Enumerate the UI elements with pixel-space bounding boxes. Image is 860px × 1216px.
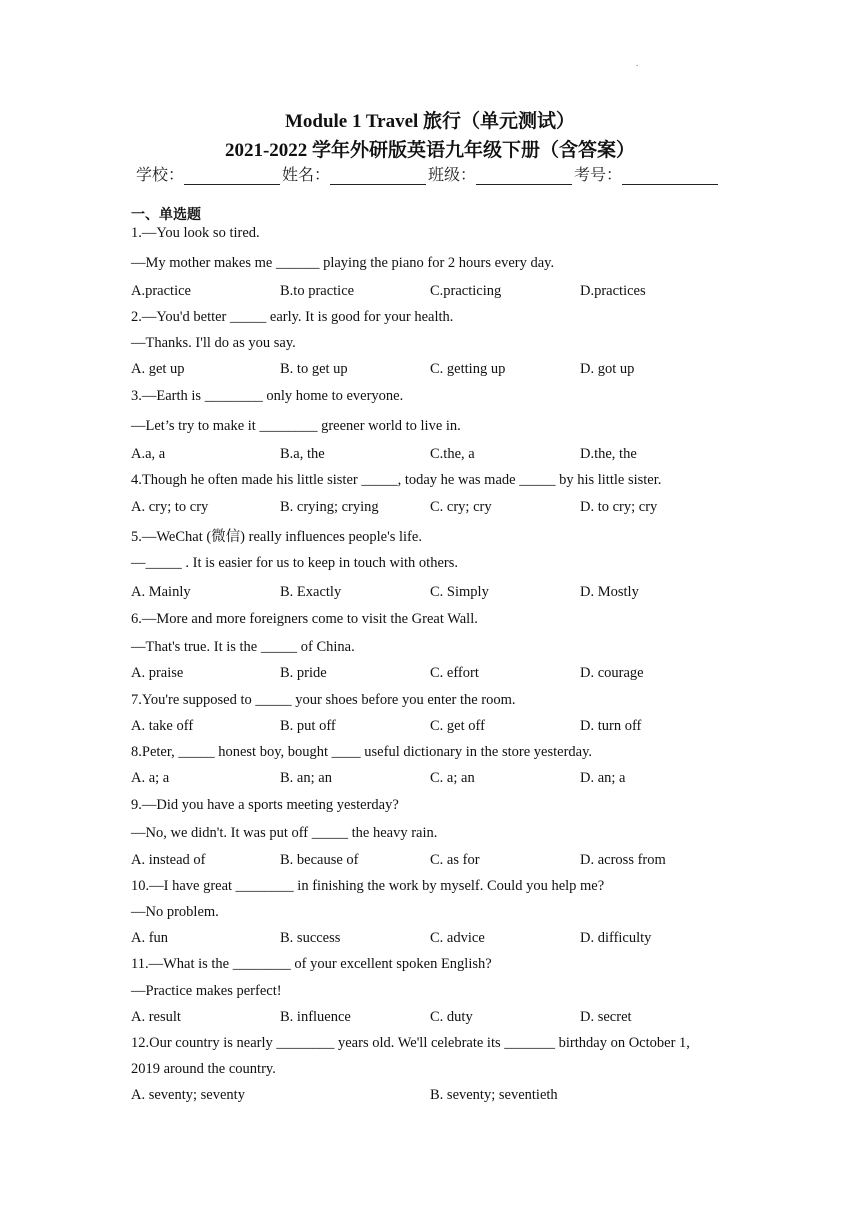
question-4-option-b: B. crying; crying (280, 499, 379, 515)
question-8-option-b: B. an; an (280, 770, 332, 786)
question-2-option-c: C. getting up (430, 361, 506, 377)
question-11-option-b: B. influence (280, 1009, 351, 1025)
exam-number-label: 考号： (574, 165, 623, 184)
question-6-line-1: 6.—More and more foreigners come to visit the Great Wall. (131, 611, 478, 627)
question-2-option-d: D. got up (580, 361, 635, 377)
question-10-option-a: A. fun (131, 930, 169, 946)
question-8-line-1: 8.Peter, _____ honest boy, bought ____ useful dictionary in the store yesterday. (131, 744, 593, 760)
question-5-option-d: D. Mostly (580, 584, 639, 600)
question-10-option-b: B. success (280, 930, 341, 946)
question-9-option-d: D. across from (580, 852, 666, 868)
question-10-option-d: D. difficulty (580, 930, 652, 946)
question-2-line-2: —Thanks. I'll do as you say. (131, 335, 296, 351)
question-12-line-1: 12.Our country is nearly ________ years old. We'll celebrate its _______ birthday on October 1, (131, 1035, 690, 1051)
question-4-option-c: C. cry; cry (430, 499, 492, 515)
question-11-line-1: 11.—What is the ________ of your excellent spoken English? (131, 956, 492, 972)
question-10-option-c: C. advice (430, 930, 485, 946)
question-2-line-1: 2.—You'd better _____ early. It is good for your health. (131, 309, 454, 325)
question-9-line-1: 9.—Did you have a sports meeting yesterday? (131, 797, 399, 813)
name-label: 姓名： (282, 165, 331, 184)
question-11-option-c: C. duty (430, 1009, 473, 1025)
question-5-option-b: B. Exactly (280, 584, 342, 600)
question-2-option-a: A. get up (131, 361, 185, 377)
question-6-option-b: B. pride (280, 665, 327, 681)
question-1-line-1: 1.—You look so tired. (131, 225, 260, 241)
question-2-option-b: B. to get up (280, 361, 348, 377)
school-blank (184, 169, 280, 185)
page-title: Module 1 Travel 旅行（单元测试） (284, 111, 576, 132)
question-5-option-a: A. Mainly (131, 584, 191, 600)
question-1-option-a: A.practice (131, 283, 191, 299)
question-10-line-2: —No problem. (131, 904, 219, 920)
question-7-option-b: B. put off (280, 718, 336, 734)
question-12-line-2: 2019 around the country. (131, 1061, 276, 1077)
question-4-option-a: A. cry; to cry (131, 499, 209, 515)
question-8-option-a: A. a; a (131, 770, 170, 786)
question-1-option-c: C.practicing (430, 283, 502, 299)
question-8-option-c: C. a; an (430, 770, 475, 786)
class-label: 班级： (428, 165, 477, 184)
question-12-option-a: A. seventy; seventy (131, 1087, 245, 1103)
section-heading: 一、单选题 (131, 207, 201, 223)
school-label: 学校： (136, 165, 185, 184)
question-11-option-d: D. secret (580, 1009, 632, 1025)
question-1-line-2: —My mother makes me ______ playing the piano for 2 hours every day. (131, 255, 555, 271)
question-5-option-c: C. Simply (430, 584, 489, 600)
question-9-line-2: —No, we didn't. It was put off _____ the heavy rain. (131, 825, 438, 841)
question-7-line-1: 7.You're supposed to _____ your shoes before you enter the room. (131, 692, 516, 708)
question-4-option-d: D. to cry; cry (580, 499, 658, 515)
question-6-option-a: A. praise (131, 665, 184, 681)
question-7-option-a: A. take off (131, 718, 194, 734)
question-4-line-1: 4.Though he often made his little sister _____, today he was made _____ by his little sister. (131, 472, 662, 488)
question-9-option-c: C. as for (430, 852, 480, 868)
exam-number-blank (622, 169, 718, 185)
page-dot: . (636, 58, 639, 68)
question-11-line-2: —Practice makes perfect! (131, 983, 282, 999)
question-8-option-d: D. an; a (580, 770, 626, 786)
name-blank (330, 169, 426, 185)
question-11-option-a: A. result (131, 1009, 181, 1025)
question-3-line-2: —Let’s try to make it ________ greener world to live in. (131, 418, 461, 434)
class-blank (476, 169, 572, 185)
question-6-line-2: —That's true. It is the _____ of China. (131, 639, 355, 655)
page-subtitle: 2021-2022 学年外研版英语九年级下册（含答案） (224, 140, 636, 161)
question-5-line-1: 5.—WeChat (微信) really influences people's life. (131, 529, 422, 545)
question-3-option-b: B.a, the (280, 446, 325, 462)
question-9-option-a: A. instead of (131, 852, 206, 868)
question-7-option-d: D. turn off (580, 718, 642, 734)
question-1-option-b: B.to practice (280, 283, 355, 299)
question-7-option-c: C. get off (430, 718, 485, 734)
question-5-line-2: —_____ . It is easier for us to keep in touch with others. (131, 555, 458, 571)
question-3-option-d: D.the, the (580, 446, 637, 462)
question-3-option-a: A.a, a (131, 446, 166, 462)
question-6-option-c: C. effort (430, 665, 479, 681)
question-9-option-b: B. because of (280, 852, 359, 868)
question-6-option-d: D. courage (580, 665, 644, 681)
question-3-line-1: 3.—Earth is ________ only home to everyone. (131, 388, 404, 404)
question-1-option-d: D.practices (580, 283, 646, 299)
question-12-option-b: B. seventy; seventieth (430, 1087, 558, 1103)
question-10-line-1: 10.—I have great ________ in finishing the work by myself. Could you help me? (131, 878, 605, 894)
question-3-option-c: C.the, a (430, 446, 475, 462)
student-info-fields (136, 162, 720, 185)
